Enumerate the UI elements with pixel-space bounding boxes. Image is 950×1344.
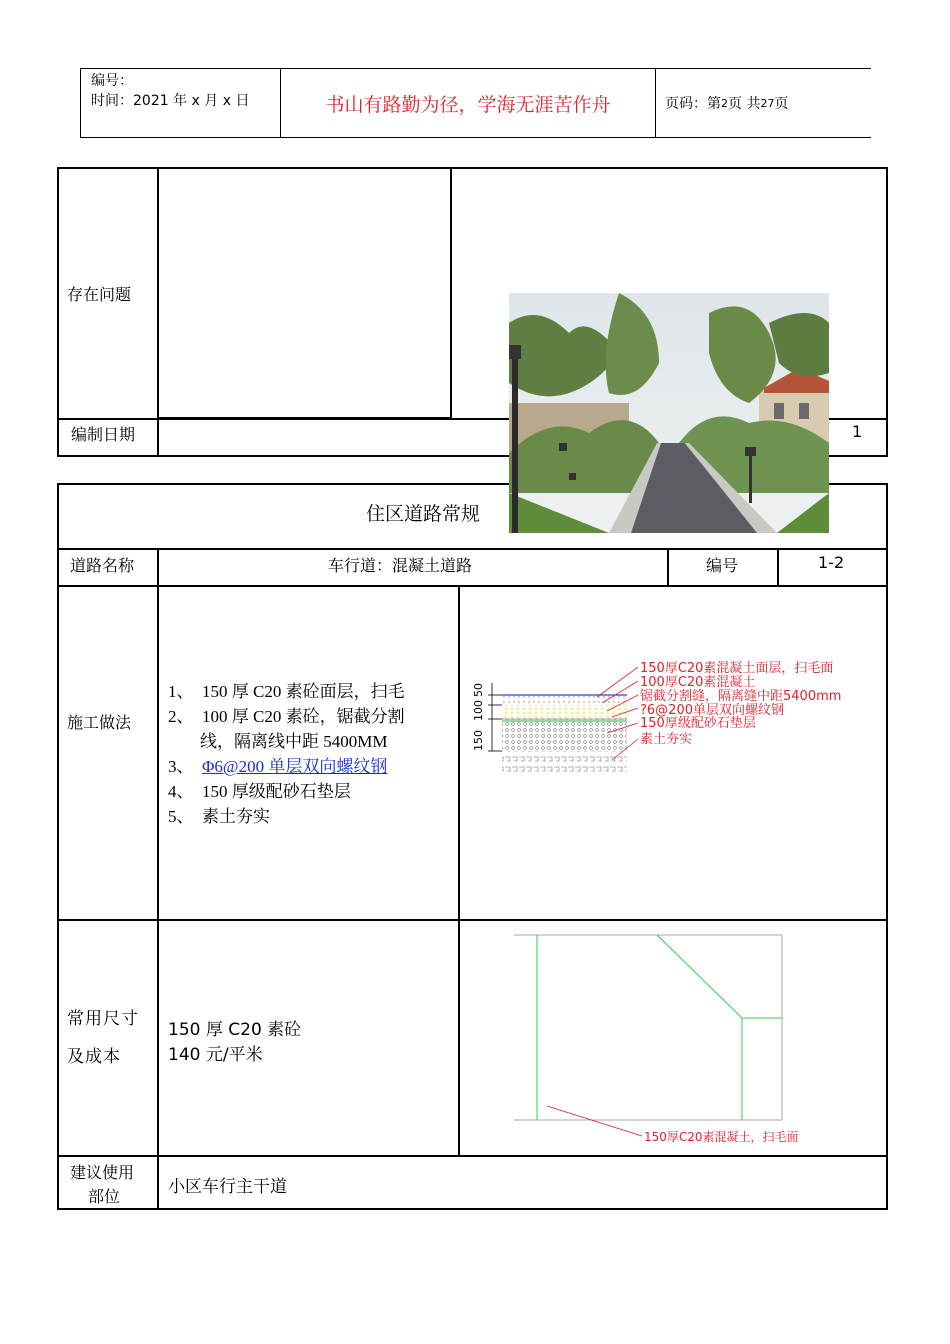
date-label: 编制日期: [71, 425, 136, 444]
method-steps: [168, 679, 453, 829]
step-1: 1、 150 厚 C20 素砼面层，扫毛: [168, 682, 405, 701]
table-title: 住区道路常规: [366, 503, 481, 525]
motto: 书山有路勤为径，学海无涯苦作舟: [281, 69, 656, 137]
use-value: 小区车行主干道: [168, 1177, 287, 1197]
time-label: 时间：2021 年 x 月 x 日: [91, 93, 250, 109]
step-3-link[interactable]: Φ6@200 单层双向螺纹钢: [202, 757, 388, 776]
use-label-1: 建议使用: [70, 1163, 135, 1182]
section-label-3: 锯截分割缝，隔离缝中距5400mm: [640, 689, 842, 704]
step-4: 4、 150 厚级配砂石垫层: [168, 782, 351, 801]
date-value: 1: [852, 422, 863, 441]
dimension-ticks: [488, 683, 502, 751]
road-name-label: 道路名称: [70, 556, 135, 575]
code-value: 1-2: [818, 553, 845, 572]
plan-drawing: [462, 925, 882, 1150]
page-header: [80, 68, 871, 138]
section-label-1: 150厚C20素混凝土面层，扫毛面: [640, 661, 834, 676]
size-label-2: 及成本: [67, 1047, 121, 1067]
use-label-2: 部位: [88, 1187, 121, 1206]
step-5: 5、 素土夯实: [168, 807, 270, 826]
dim-150: 150: [472, 730, 485, 751]
step-2-cont: 线，隔离线中距 5400MM: [200, 732, 388, 751]
size-line-2: 140 元/平米: [168, 1045, 263, 1065]
road-photo: [509, 293, 829, 533]
issue-label: 存在问题: [67, 285, 132, 304]
section-label-2: 100厚C20素混凝土: [640, 675, 756, 690]
method-label: 施工做法: [67, 713, 132, 732]
step-3[interactable]: 3、 Φ6@200 单层双向螺纹钢: [168, 757, 388, 776]
section-drawing: [462, 655, 882, 780]
plan-label: 150厚C20素混凝土，扫毛面: [644, 1130, 799, 1144]
section-label-6: 素土夯实: [640, 732, 693, 747]
size-label-1: 常用尺寸: [67, 1009, 139, 1029]
page-counter: 页码：第 2 页 共 27 页: [665, 96, 789, 112]
section-label-5: 150厚级配砂石垫层: [640, 716, 756, 731]
step-2: 2、 100 厚 C20 素砼，锯截分割: [168, 707, 405, 726]
dim-50: 50: [472, 683, 485, 697]
size-line-1: 150 厚 C20 素砼: [168, 1020, 302, 1040]
header-meta: [81, 69, 281, 137]
dim-100: 100: [472, 700, 485, 721]
road-name-value: 车行道：混凝土道路: [328, 556, 473, 575]
section-label-4: ?6@200单层双向螺纹钢: [640, 703, 784, 718]
serial-label: 编号：: [91, 73, 133, 89]
code-label: 编号: [706, 556, 739, 575]
